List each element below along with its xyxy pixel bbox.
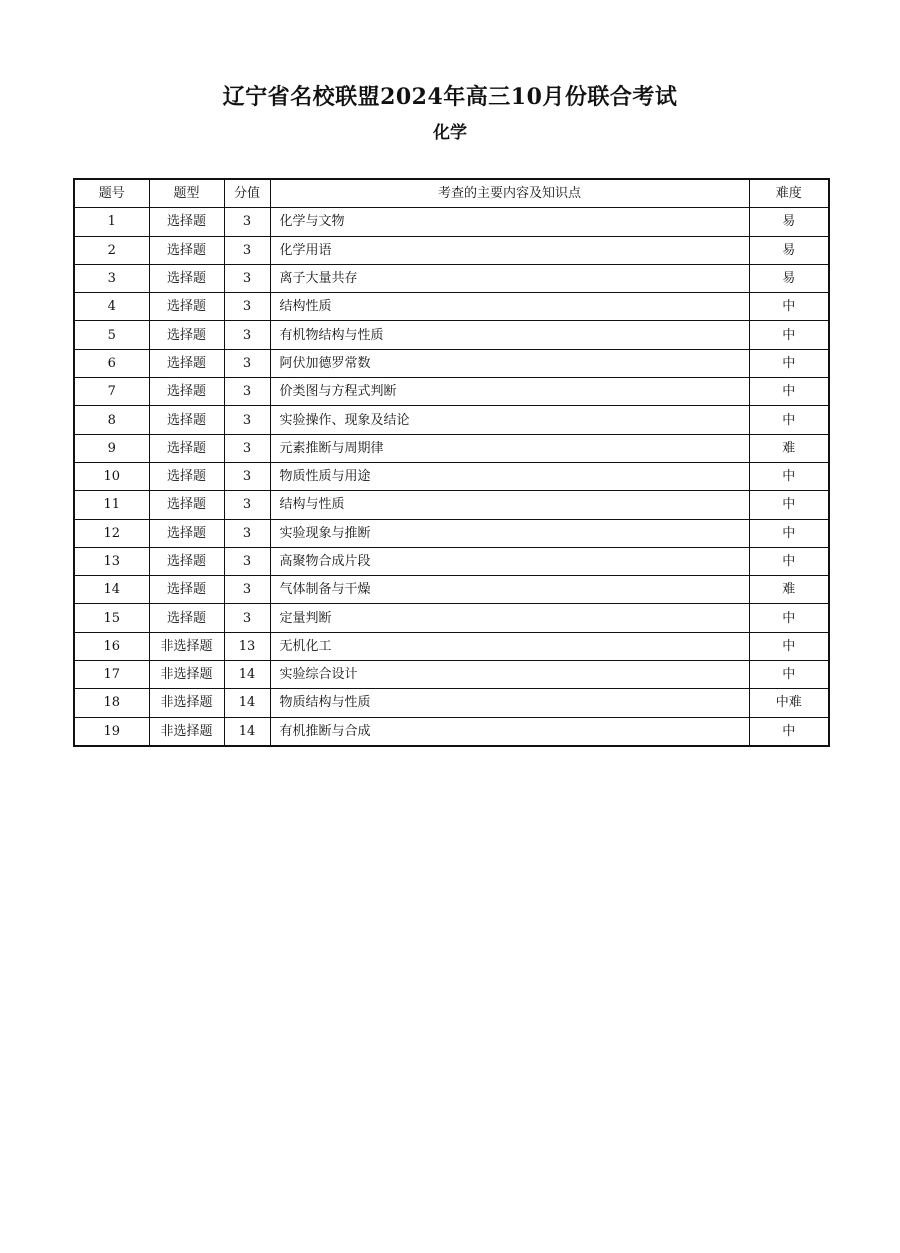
cell-number: 17 — [74, 661, 149, 689]
cell-content: 有机推断与合成 — [270, 717, 749, 746]
table-row — [74, 208, 829, 236]
cell-number: 4 — [74, 293, 149, 321]
cell-score: 3 — [224, 349, 270, 377]
table-row — [74, 717, 829, 746]
table-row — [74, 462, 829, 490]
cell-number: 2 — [74, 236, 149, 264]
cell-score: 3 — [224, 236, 270, 264]
cell-type: 选择题 — [149, 349, 224, 377]
cell-number: 6 — [74, 349, 149, 377]
cell-score: 3 — [224, 462, 270, 490]
cell-type: 选择题 — [149, 434, 224, 462]
cell-difficulty: 中 — [749, 378, 829, 406]
cell-number: 16 — [74, 632, 149, 660]
table-header — [74, 179, 829, 208]
cell-score: 14 — [224, 689, 270, 717]
cell-type: 选择题 — [149, 519, 224, 547]
cell-type: 选择题 — [149, 547, 224, 575]
cell-difficulty: 难 — [749, 434, 829, 462]
cell-content: 高聚物合成片段 — [270, 547, 749, 575]
cell-type: 选择题 — [149, 208, 224, 236]
table-row — [74, 434, 829, 462]
cell-type: 非选择题 — [149, 661, 224, 689]
cell-score: 3 — [224, 208, 270, 236]
table-row — [74, 406, 829, 434]
cell-content: 结构与性质 — [270, 491, 749, 519]
cell-content: 实验操作、现象及结论 — [270, 406, 749, 434]
cell-number: 10 — [74, 462, 149, 490]
cell-number: 12 — [74, 519, 149, 547]
cell-score: 3 — [224, 406, 270, 434]
cell-difficulty: 中难 — [749, 689, 829, 717]
table-row — [74, 547, 829, 575]
cell-score: 3 — [224, 378, 270, 406]
cell-type: 选择题 — [149, 576, 224, 604]
cell-content: 无机化工 — [270, 632, 749, 660]
cell-difficulty: 易 — [749, 208, 829, 236]
cell-difficulty: 中 — [749, 604, 829, 632]
table-row — [74, 491, 829, 519]
cell-content: 物质结构与性质 — [270, 689, 749, 717]
cell-score: 3 — [224, 491, 270, 519]
cell-difficulty: 易 — [749, 236, 829, 264]
cell-content: 化学用语 — [270, 236, 749, 264]
cell-difficulty: 中 — [749, 547, 829, 575]
cell-difficulty: 中 — [749, 519, 829, 547]
cell-content: 气体制备与干燥 — [270, 576, 749, 604]
cell-type: 选择题 — [149, 406, 224, 434]
cell-difficulty: 中 — [749, 293, 829, 321]
column-header-difficulty: 难度 — [749, 179, 829, 208]
table-row — [74, 321, 829, 349]
column-header-content: 考查的主要内容及知识点 — [270, 179, 749, 208]
cell-score: 13 — [224, 632, 270, 660]
cell-number: 13 — [74, 547, 149, 575]
cell-type: 选择题 — [149, 321, 224, 349]
cell-difficulty: 中 — [749, 349, 829, 377]
cell-number: 11 — [74, 491, 149, 519]
cell-number: 8 — [74, 406, 149, 434]
cell-number: 9 — [74, 434, 149, 462]
cell-score: 3 — [224, 293, 270, 321]
cell-score: 3 — [224, 321, 270, 349]
column-header-number: 题号 — [74, 179, 149, 208]
cell-number: 3 — [74, 264, 149, 292]
cell-score: 3 — [224, 434, 270, 462]
cell-content: 实验现象与推断 — [270, 519, 749, 547]
cell-content: 阿伏加德罗常数 — [270, 349, 749, 377]
cell-content: 实验综合设计 — [270, 661, 749, 689]
cell-type: 选择题 — [149, 264, 224, 292]
cell-content: 有机物结构与性质 — [270, 321, 749, 349]
cell-number: 19 — [74, 717, 149, 746]
cell-type: 选择题 — [149, 378, 224, 406]
cell-score: 14 — [224, 717, 270, 746]
cell-content: 结构性质 — [270, 293, 749, 321]
cell-type: 选择题 — [149, 236, 224, 264]
cell-number: 1 — [74, 208, 149, 236]
document-title: 辽宁省名校联盟2024年高三10月份联合考试 — [222, 84, 678, 110]
cell-score: 14 — [224, 661, 270, 689]
cell-difficulty: 中 — [749, 321, 829, 349]
cell-content: 化学与文物 — [270, 208, 749, 236]
table-row — [74, 689, 829, 717]
header-row — [74, 179, 829, 208]
cell-number: 15 — [74, 604, 149, 632]
cell-score: 3 — [224, 519, 270, 547]
subject-title: 化学 — [433, 123, 467, 143]
cell-difficulty: 中 — [749, 717, 829, 746]
table-row — [74, 349, 829, 377]
cell-type: 选择题 — [149, 604, 224, 632]
cell-content: 元素推断与周期律 — [270, 434, 749, 462]
cell-content: 定量判断 — [270, 604, 749, 632]
cell-difficulty: 中 — [749, 491, 829, 519]
cell-number: 7 — [74, 378, 149, 406]
cell-number: 14 — [74, 576, 149, 604]
table-row — [74, 661, 829, 689]
cell-content: 离子大量共存 — [270, 264, 749, 292]
cell-type: 选择题 — [149, 491, 224, 519]
table-body — [74, 208, 829, 746]
cell-type: 非选择题 — [149, 689, 224, 717]
table-row — [74, 293, 829, 321]
cell-score: 3 — [224, 264, 270, 292]
column-header-score: 分值 — [224, 179, 270, 208]
table-row — [74, 264, 829, 292]
cell-difficulty: 中 — [749, 632, 829, 660]
cell-number: 18 — [74, 689, 149, 717]
cell-difficulty: 难 — [749, 576, 829, 604]
table-row — [74, 604, 829, 632]
exam-spec-table — [73, 178, 830, 747]
cell-content: 物质性质与用途 — [270, 462, 749, 490]
cell-score: 3 — [224, 576, 270, 604]
cell-type: 选择题 — [149, 293, 224, 321]
table-row — [74, 576, 829, 604]
cell-score: 3 — [224, 547, 270, 575]
cell-difficulty: 中 — [749, 406, 829, 434]
cell-difficulty: 中 — [749, 462, 829, 490]
cell-type: 非选择题 — [149, 632, 224, 660]
table-row — [74, 519, 829, 547]
cell-difficulty: 中 — [749, 661, 829, 689]
cell-difficulty: 易 — [749, 264, 829, 292]
cell-content: 价类图与方程式判断 — [270, 378, 749, 406]
cell-type: 选择题 — [149, 462, 224, 490]
table-row — [74, 236, 829, 264]
column-header-type: 题型 — [149, 179, 224, 208]
cell-score: 3 — [224, 604, 270, 632]
table-row — [74, 632, 829, 660]
table-row — [74, 378, 829, 406]
cell-type: 非选择题 — [149, 717, 224, 746]
cell-number: 5 — [74, 321, 149, 349]
